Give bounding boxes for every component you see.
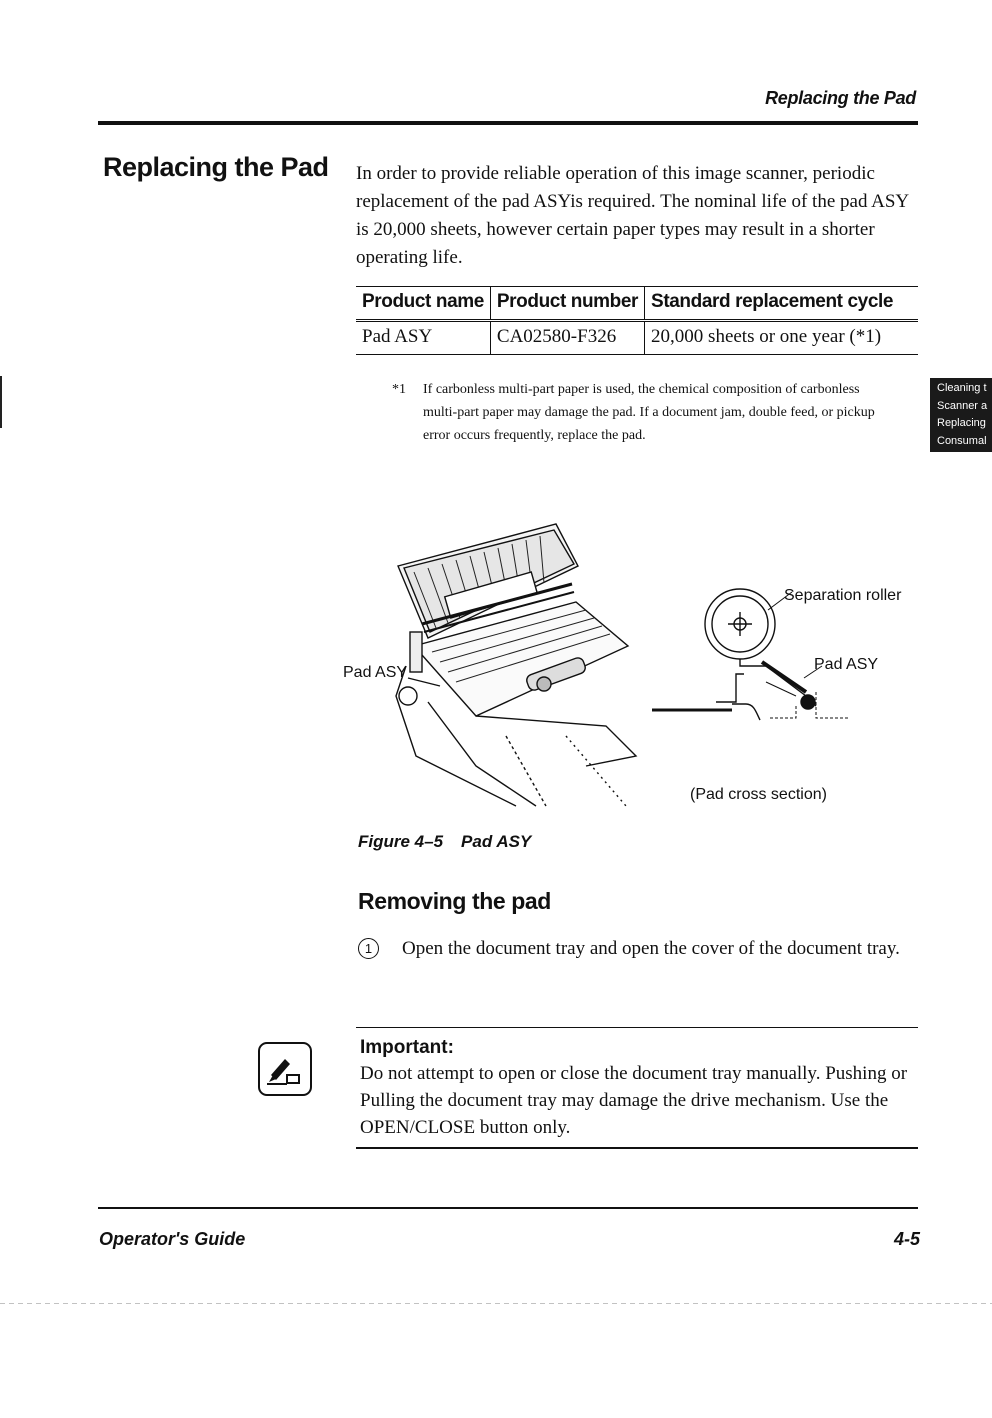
- table-cell: CA02580-F326: [490, 321, 644, 355]
- intro-paragraph: In order to provide reliable operation of this image scanner, periodic replacement of the pad ASYis required. The nominal life of the pad ASY is 20,000 sheets, however certain paper types may result in a shorter operating life.: [356, 163, 909, 268]
- table-cell: Pad ASY: [356, 321, 490, 355]
- footer-guide-title: Operator's Guide: [99, 1229, 246, 1249]
- header-rule: [98, 121, 918, 125]
- column-header: Product name: [356, 287, 490, 321]
- table-header-row: [356, 287, 918, 321]
- thumb-tab-line: Replacing: [937, 417, 986, 429]
- running-head: Replacing the Pad: [765, 88, 916, 108]
- pencil-note-icon: [257, 1041, 313, 1097]
- table-row: [356, 321, 918, 355]
- footnote: [392, 378, 882, 447]
- step-number: 1: [358, 938, 379, 959]
- thumb-tab-line: Scanner a: [937, 399, 988, 412]
- thumb-tab-line: Cleaning t: [937, 382, 987, 394]
- figure-caption: [358, 832, 531, 852]
- chapter-thumb-tab[interactable]: [930, 378, 992, 452]
- margin-mark: [0, 376, 2, 428]
- important-rule-top: [356, 1027, 918, 1028]
- page-number: 4-5: [893, 1229, 920, 1249]
- important-title: Important:: [360, 1037, 454, 1058]
- figure-number: Figure 4–5: [358, 832, 444, 851]
- table-cell: 20,000 sheets or one year (*1): [645, 321, 918, 355]
- column-header: Standard replacement cycle: [645, 287, 918, 321]
- pad-cross-section-drawing: [652, 589, 848, 720]
- spec-table: [356, 286, 918, 355]
- important-text: Do not attempt to open or close the document tray manually. Pushing or Pulling the document tray may damage the drive mechanism. Use the OPEN/CLOSE button only.: [360, 1063, 908, 1138]
- pad-label-left: Pad ASY: [343, 664, 408, 681]
- figure-title: Pad ASY: [461, 832, 532, 851]
- cross-section-label: (Pad cross section): [690, 786, 827, 803]
- important-rule-bottom: [356, 1147, 918, 1149]
- scan-artifact-line: [0, 1303, 992, 1304]
- footnote-mark: *1: [392, 382, 406, 397]
- footer-rule: [98, 1207, 918, 1209]
- column-header: Product number: [490, 287, 644, 321]
- subsection-title: Removing the pad: [358, 888, 551, 914]
- step-item: [358, 934, 918, 963]
- pad-leader-line: [408, 678, 440, 686]
- section-title: Replacing the Pad: [103, 152, 329, 182]
- step-text: Open the document tray and open the cover of the document tray.: [402, 938, 900, 959]
- pad-label-right: Pad ASY: [814, 656, 879, 673]
- thumb-tab-line: Consumal: [937, 434, 987, 447]
- separation-roller-label: Separation roller: [784, 587, 902, 604]
- footnote-text: If carbonless multi-part paper is used, the chemical composition of carbonless multi-part paper may damage the pad. If a document jam, double feed, or pickup error occurs frequently, replace the pad.: [423, 382, 875, 443]
